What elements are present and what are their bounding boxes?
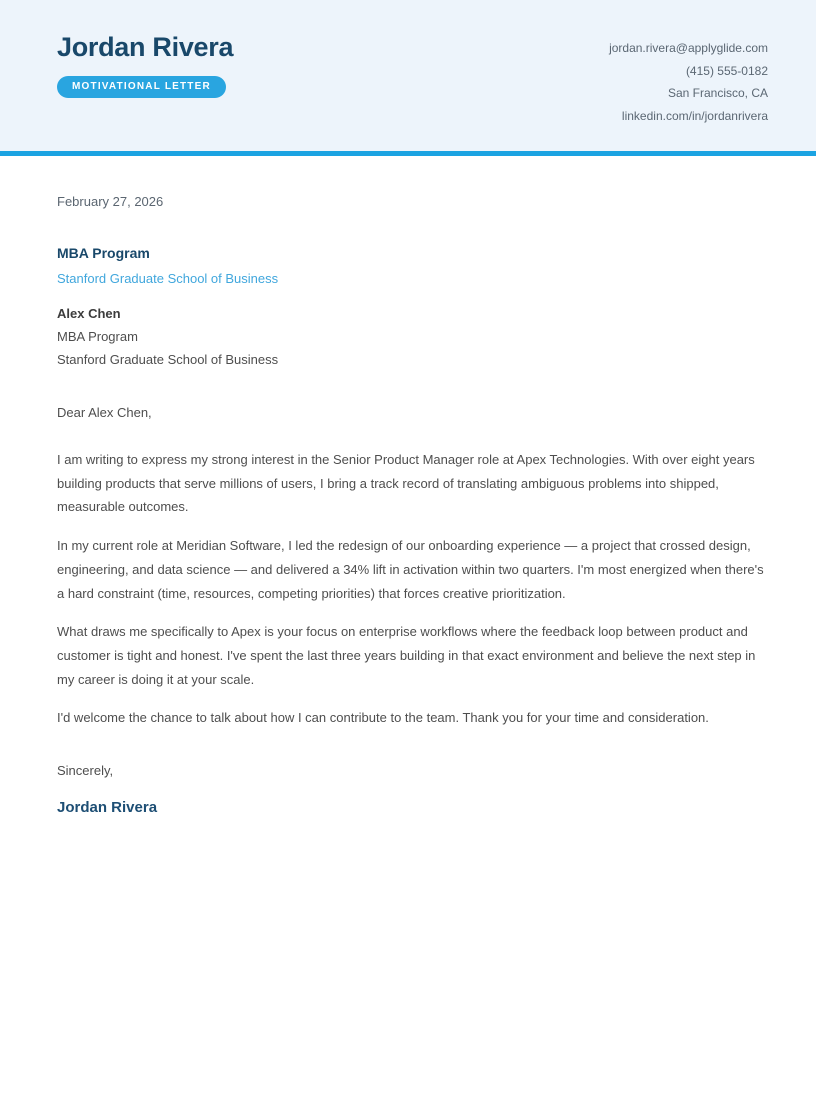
document-type-badge: MOTIVATIONAL LETTER: [57, 76, 226, 98]
letter-date: February 27, 2026: [57, 194, 164, 209]
paragraph-motivation: What draws me specifically to Apex is your focus on enterprise workflows where the feedback loop between product and customer is tight and honest. I've spent the last three years building in that exact environment and believe the next step in my career is doing it at your scale.: [57, 624, 756, 687]
recipient-name: Alex Chen: [57, 306, 121, 321]
recipient-org: Stanford Graduate School of Business: [57, 352, 279, 367]
paragraph-intro: I am writing to express my strong interest in the Senior Product Manager role at Apex Technologies. With over eight years building products that serve millions of users, I bring a track record of translating ambiguous problems into shipped, measurable outcomes.: [57, 452, 755, 515]
contact-info: [609, 37, 768, 127]
contact-location: San Francisco, CA: [667, 86, 768, 101]
closing: Sincerely,: [57, 763, 114, 779]
recipient-block: [57, 245, 768, 371]
contact-email[interactable]: jordan.rivera@applyglide.com: [609, 41, 768, 55]
recipient-role: MBA Program: [57, 329, 138, 344]
signature-name: Jordan Rivera: [57, 799, 158, 817]
header-identity: [57, 33, 233, 98]
contact-linkedin[interactable]: linkedin.com/in/jordanrivera: [621, 108, 768, 123]
letter-header: [0, 0, 816, 156]
letter-body: [0, 156, 816, 877]
salutation: Dear Alex Chen,: [57, 405, 152, 420]
contact-phone: (415) 555-0182: [685, 63, 768, 78]
recipient-school-link[interactable]: Stanford Graduate School of Business: [57, 271, 279, 286]
candidate-name: Jordan Rivera: [57, 32, 234, 62]
recipient-person: [57, 302, 768, 371]
paragraph-experience: In my current role at Meridian Software, I led the redesign of our onboarding experience — a project that crossed design, engineering, and data science — and delivered a 34% lift in activation within two quarters. I'm most energized when there's a hard constraint (time, resources, competing priorities) that forces creative prioritization.: [57, 538, 764, 601]
recipient-program-title: MBA Program: [57, 245, 150, 261]
paragraph-call-to-action: I'd welcome the chance to talk about how I can contribute to the team. Thank you for your time and consideration.: [57, 710, 709, 726]
